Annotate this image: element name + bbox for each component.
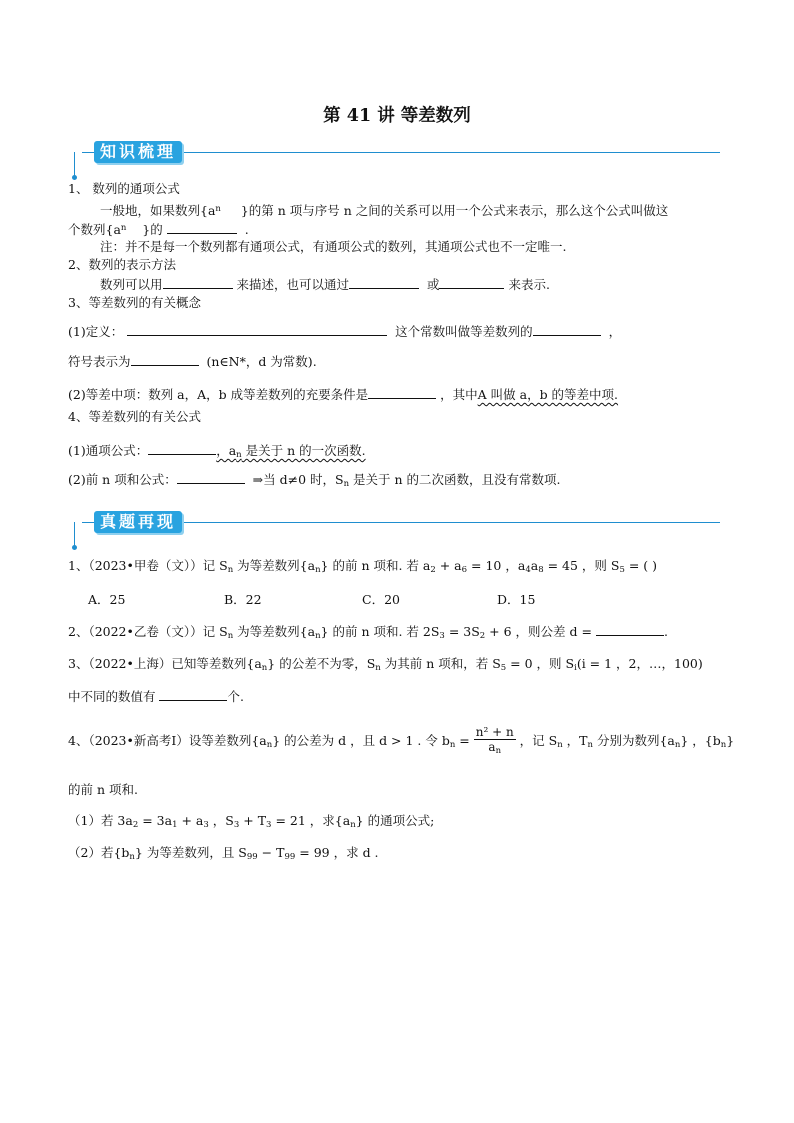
- blank: [596, 623, 664, 636]
- question-3: 3、（2022•上海）已知等差数列$\{a_n\}$ 的公差不为零，$S_n$ 为其前 n 项和，若 $S_5 = 0$ ，则 $S_i(i = 1$ ，2，…，100): [68, 656, 703, 673]
- blank: [368, 386, 436, 399]
- blank: [131, 353, 199, 366]
- paragraph-3: 数列可以用 来描述，也可以通过 或 来表示.: [100, 277, 550, 292]
- q1-option-a[interactable]: A．25: [88, 592, 126, 607]
- blank: [159, 688, 227, 701]
- paragraph-1: 一般地，如果数列{$a^n$ }的第 n 项与序号 n 之间的关系可以用一个公式来表示，那么这个公式叫做这: [100, 203, 669, 218]
- blank: [127, 323, 387, 336]
- blank: [167, 221, 237, 234]
- q1-option-d[interactable]: D．15: [497, 592, 536, 607]
- section-banner-knowledge: [74, 142, 720, 178]
- question-4-part-2: （2）若$\{b_n\}$ 为等差数列，且 $S_{99} - T_{99} = 99$ ，求 d .: [68, 845, 379, 862]
- definition-line: (1)定义： 这个常数叫做等差数列的 ，: [68, 324, 622, 339]
- blank: [349, 276, 419, 289]
- section-title-exam: 真题再现: [94, 511, 182, 533]
- question-3-line-2: 中不同的数值有 个.: [68, 689, 244, 704]
- heading-3: 3、等差数列的有关概念: [68, 295, 201, 310]
- question-2: 2、（2022•乙卷（文））记 $S_n$ 为等差数列$\{a_n\}$ 的前 n 项和. 若 $2S_3 = 3S_2 + 6$ ，则公差 d = .: [68, 624, 668, 641]
- heading-2: 2、数列的表示方法: [68, 257, 176, 272]
- blank: [439, 276, 504, 289]
- q1-option-b[interactable]: B．22: [224, 592, 262, 607]
- general-formula-line: (1)通项公式： ，$a_n$ 是关于 n 的一次函数.: [68, 443, 366, 460]
- banner-dot: [72, 175, 77, 180]
- note: 注：并不是每一个数列都有通项公式，有通项公式的数列，其通项公式也不一定唯一.: [100, 239, 567, 254]
- blank: [148, 442, 216, 455]
- heading-4: 4、等差数列的有关公式: [68, 409, 201, 424]
- sum-formula-line: (2)前 n 项和公式： ⇒当 d≠0 时，$S_n$ 是关于 n 的二次函数，且没有常数项.: [68, 472, 561, 489]
- fraction: $\frac{\text{n² + n}}{a_n}$: [475, 725, 514, 756]
- section-banner-exam: [74, 512, 720, 548]
- blank: [533, 323, 601, 336]
- blank: [177, 471, 245, 484]
- symbol-line: 符号表示为 (n∈N*，d 为常数).: [68, 354, 317, 369]
- section-title-knowledge: 知识梳理: [94, 141, 182, 163]
- heading-1: 1、 数列的通项公式: [68, 181, 180, 196]
- question-4: 4、（2023•新高考Ⅰ）设等差数列$\{a_n\}$ 的公差为 d ，且 d > 1 . 令 $b_n$ = $\frac{\text{n² + n}}{a_n}$ ，记 $S_n$ ，$T_n$ 分别为数列$\{a_n\}$ ，$\{b_n\}$: [68, 725, 735, 756]
- paragraph-2: 个数列{$a^n$ }的 .: [68, 222, 249, 237]
- q1-option-c[interactable]: C．20: [362, 592, 400, 607]
- banner-dot: [72, 545, 77, 550]
- middle-term-line: (2)等差中项：数列 a，A，b 成等差数列的充要条件是 ，其中A 叫做 a，b 的等差中项.: [68, 387, 619, 402]
- question-4-part-1: （1）若 $3a_2 = 3a_1 + a_3$ ，$S_3 + T_3 = 21$ ，求$\{a_n\}$ 的通项公式;: [68, 813, 435, 830]
- question-1: 1、（2023•甲卷（文））记 $S_n$ 为等差数列$\{a_n\}$ 的前 n 项和. 若 $a_2 + a_6 = 10$ ，$a_4a_8 = 45$ ，则 $S_5$ = ( ): [68, 558, 658, 575]
- question-4-line-2: 的前 n 项和.: [68, 782, 138, 797]
- page-title: 第 41 讲 等差数列: [323, 106, 471, 126]
- blank: [163, 276, 233, 289]
